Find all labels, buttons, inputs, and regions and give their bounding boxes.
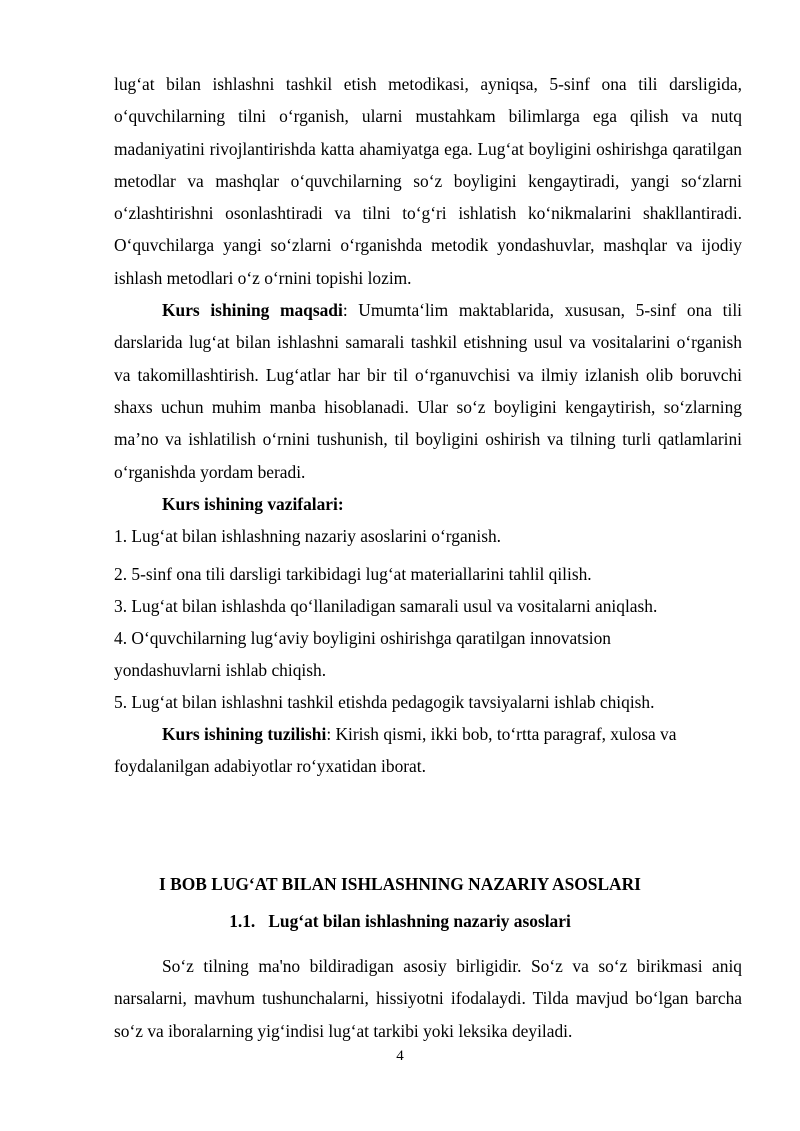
structure-text: : Kirish qismi, ikki bob, to‘rtta paragraf, xulosa va [326, 723, 677, 744]
structure-text-continued: foydalanilgan adabiyotlar ro‘yxatidan iborat. [114, 755, 426, 776]
list-item: 2. 5-sinf ona tili darsligi tarkibidagi lug‘at materiallarini tahlil qilish. [114, 563, 592, 584]
page-number: 4 [396, 1048, 404, 1064]
list-item: 4. O‘quvchilarning lug‘aviy boyligini oshirishga qaratilgan innovatsion [114, 627, 612, 648]
list-item: 5. Lug‘at bilan ishlashni tashkil etishda pedagogik tavsiyalarni ishlab chiqish. [114, 691, 655, 712]
tasks-list [114, 520, 742, 718]
body-paragraph: So‘z tilning ma'no bildiradigan asosiy birligidir. So‘z va so‘z birikmasi aniq narsalarni, mavhum tushunchalarni, hissiyotni ifodalaydi. Tilda mavjud bo‘lgan barcha so‘z va iboralarning yig‘indisi lug‘at tarkibi yoki leksika deyiladi. [114, 956, 742, 1041]
section-body [114, 950, 742, 1047]
list-item: 3. Lug‘at bilan ishlashda qo‘llaniladigan samarali usul va vositalarni aniqlash. [114, 595, 658, 616]
structure-label: Kurs ishining tuzilishi [162, 723, 327, 744]
structure-paragraph [114, 718, 742, 750]
section-title: 1.1. Lug‘at bilan ishlashning nazariy asoslari [229, 911, 571, 931]
goal-text: : Umumta‘lim maktablarida, xususan, 5-sinf ona tili darslarida lug‘at bilan ishlashni samarali tashkil etishning usul va vositalarini o‘rganish va takomillashtirish. Lug‘atlar har bir til o‘rganuvchisi va ilmiy izlanish olib boruvchi shaxs uchun muhim manba hisoblanadi. Ular so‘z boyligini kengaytirish, so‘zlarning ma’no va ishlatilish o‘rnini tushunish, til boyligini oshirish va tilning turli qatlamlarini o‘rganishda yordam beradi. [114, 300, 742, 482]
tasks-label: Kurs ishining vazifalari: [162, 493, 344, 514]
goal-paragraph [114, 294, 742, 488]
list-item: yondashuvlarni ishlab chiqish. [114, 659, 327, 680]
goal-label: Kurs ishining maqsadi [162, 300, 343, 321]
list-item: 1. Lug‘at bilan ishlashning nazariy asoslarini o‘rganish. [114, 525, 502, 546]
chapter-title: I BOB LUG‘AT BILAN ISHLASHNING NAZARIY ASOSLARI [159, 874, 641, 894]
page-body [114, 68, 742, 782]
intro-paragraph: lug‘at bilan ishlashni tashkil etish metodikasi, ayniqsa, 5-sinf ona tili darsligida, o‘quvchilarning tilni o‘rganish, ularni mustahkam bilimlarga ega qilish va nutq madaniyatini rivojlantirishda katta ahamiyatga ega. Lug‘at boyligini oshirishga qaratilgan metodlar va mashqlar o‘quvchilarning so‘z boyligini kengaytiradi, yangi so‘zlarni o‘zlashtirishni osonlashtiradi va tilni to‘g‘ri ishlatish ko‘nikmalarini shakllantiradi. O‘quvchilarga yangi so‘zlarni o‘rganishda metodik yondashuvlar, mashqlar va ijodiy ishlash metodlari o‘z o‘rnini topishi lozim. [114, 74, 742, 288]
